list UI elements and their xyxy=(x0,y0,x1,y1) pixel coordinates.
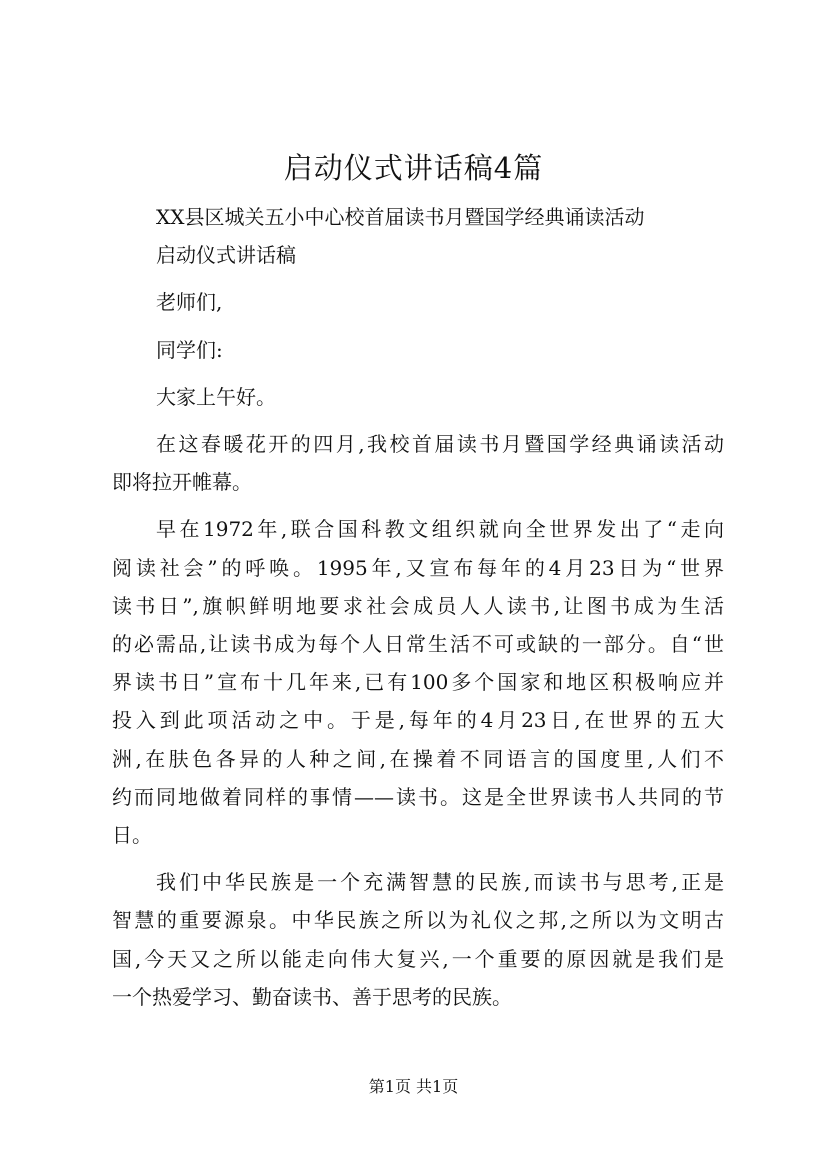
paragraph-line: 读书日”,旗帜鲜明地要求社会成员人人读书,让图书成为生活 xyxy=(112,593,724,618)
greeting-line: 同学们: xyxy=(156,337,223,362)
document-body xyxy=(112,198,724,1016)
paragraph-line: 我们中华民族是一个充满智慧的民族,而读书与思考,正是 xyxy=(156,870,724,895)
paragraph-line: 阅读社会”的呼唤。1995年,又宣布每年的4月23日为“世界 xyxy=(112,555,724,580)
paragraph-line: 早在1972年,联合国科教文组织就向全世界发出了“走向 xyxy=(156,517,724,542)
paragraph-line: 一个热爱学习、勤奋读书、善于思考的民族。 xyxy=(112,984,512,1009)
paragraph-line: 约而同地做着同样的事情——读书。这是全世界读书人共同的节 xyxy=(112,784,724,809)
paragraph-line: 智慧的重要源泉。中华民族之所以为礼仪之邦,之所以为文明古 xyxy=(112,908,724,933)
paragraph-line: 即将拉开帷幕。 xyxy=(112,470,252,495)
greeting-line: 老师们, xyxy=(156,290,223,315)
paragraph-line: 的必需品,让读书成为每个人日常生活不可或缺的一部分。自“世 xyxy=(112,632,724,657)
paragraph-line: 日。 xyxy=(112,823,152,848)
paragraph-2 xyxy=(112,510,724,854)
heading-line: 启动仪式讲话稿 xyxy=(156,243,296,268)
greeting-line: 大家上午好。 xyxy=(156,384,276,409)
paragraph-1 xyxy=(112,425,724,501)
heading-line: XX县区城关五小中心校首届读书月暨国学经典诵读活动 xyxy=(156,205,645,229)
paragraph-3 xyxy=(112,863,724,1016)
paragraph-line: 在这春暖花开的四月,我校首届读书月暨国学经典诵读活动 xyxy=(156,432,724,457)
paragraph-line: 洲,在肤色各异的人种之间,在操着不同语言的国度里,人们不 xyxy=(112,746,724,771)
page-footer: 第1页 共1页 xyxy=(368,1077,459,1096)
document-title: 启动仪式讲话稿4篇 xyxy=(283,151,544,185)
paragraph-line: 投入到此项活动之中。于是,每年的4月23日,在世界的五大 xyxy=(112,708,724,733)
paragraph-line: 界读书日”宣布十几年来,已有100多个国家和地区积极响应并 xyxy=(112,670,724,695)
paragraph-line: 国,今天又之所以能走向伟大复兴,一个重要的原因就是我们是 xyxy=(112,946,724,971)
